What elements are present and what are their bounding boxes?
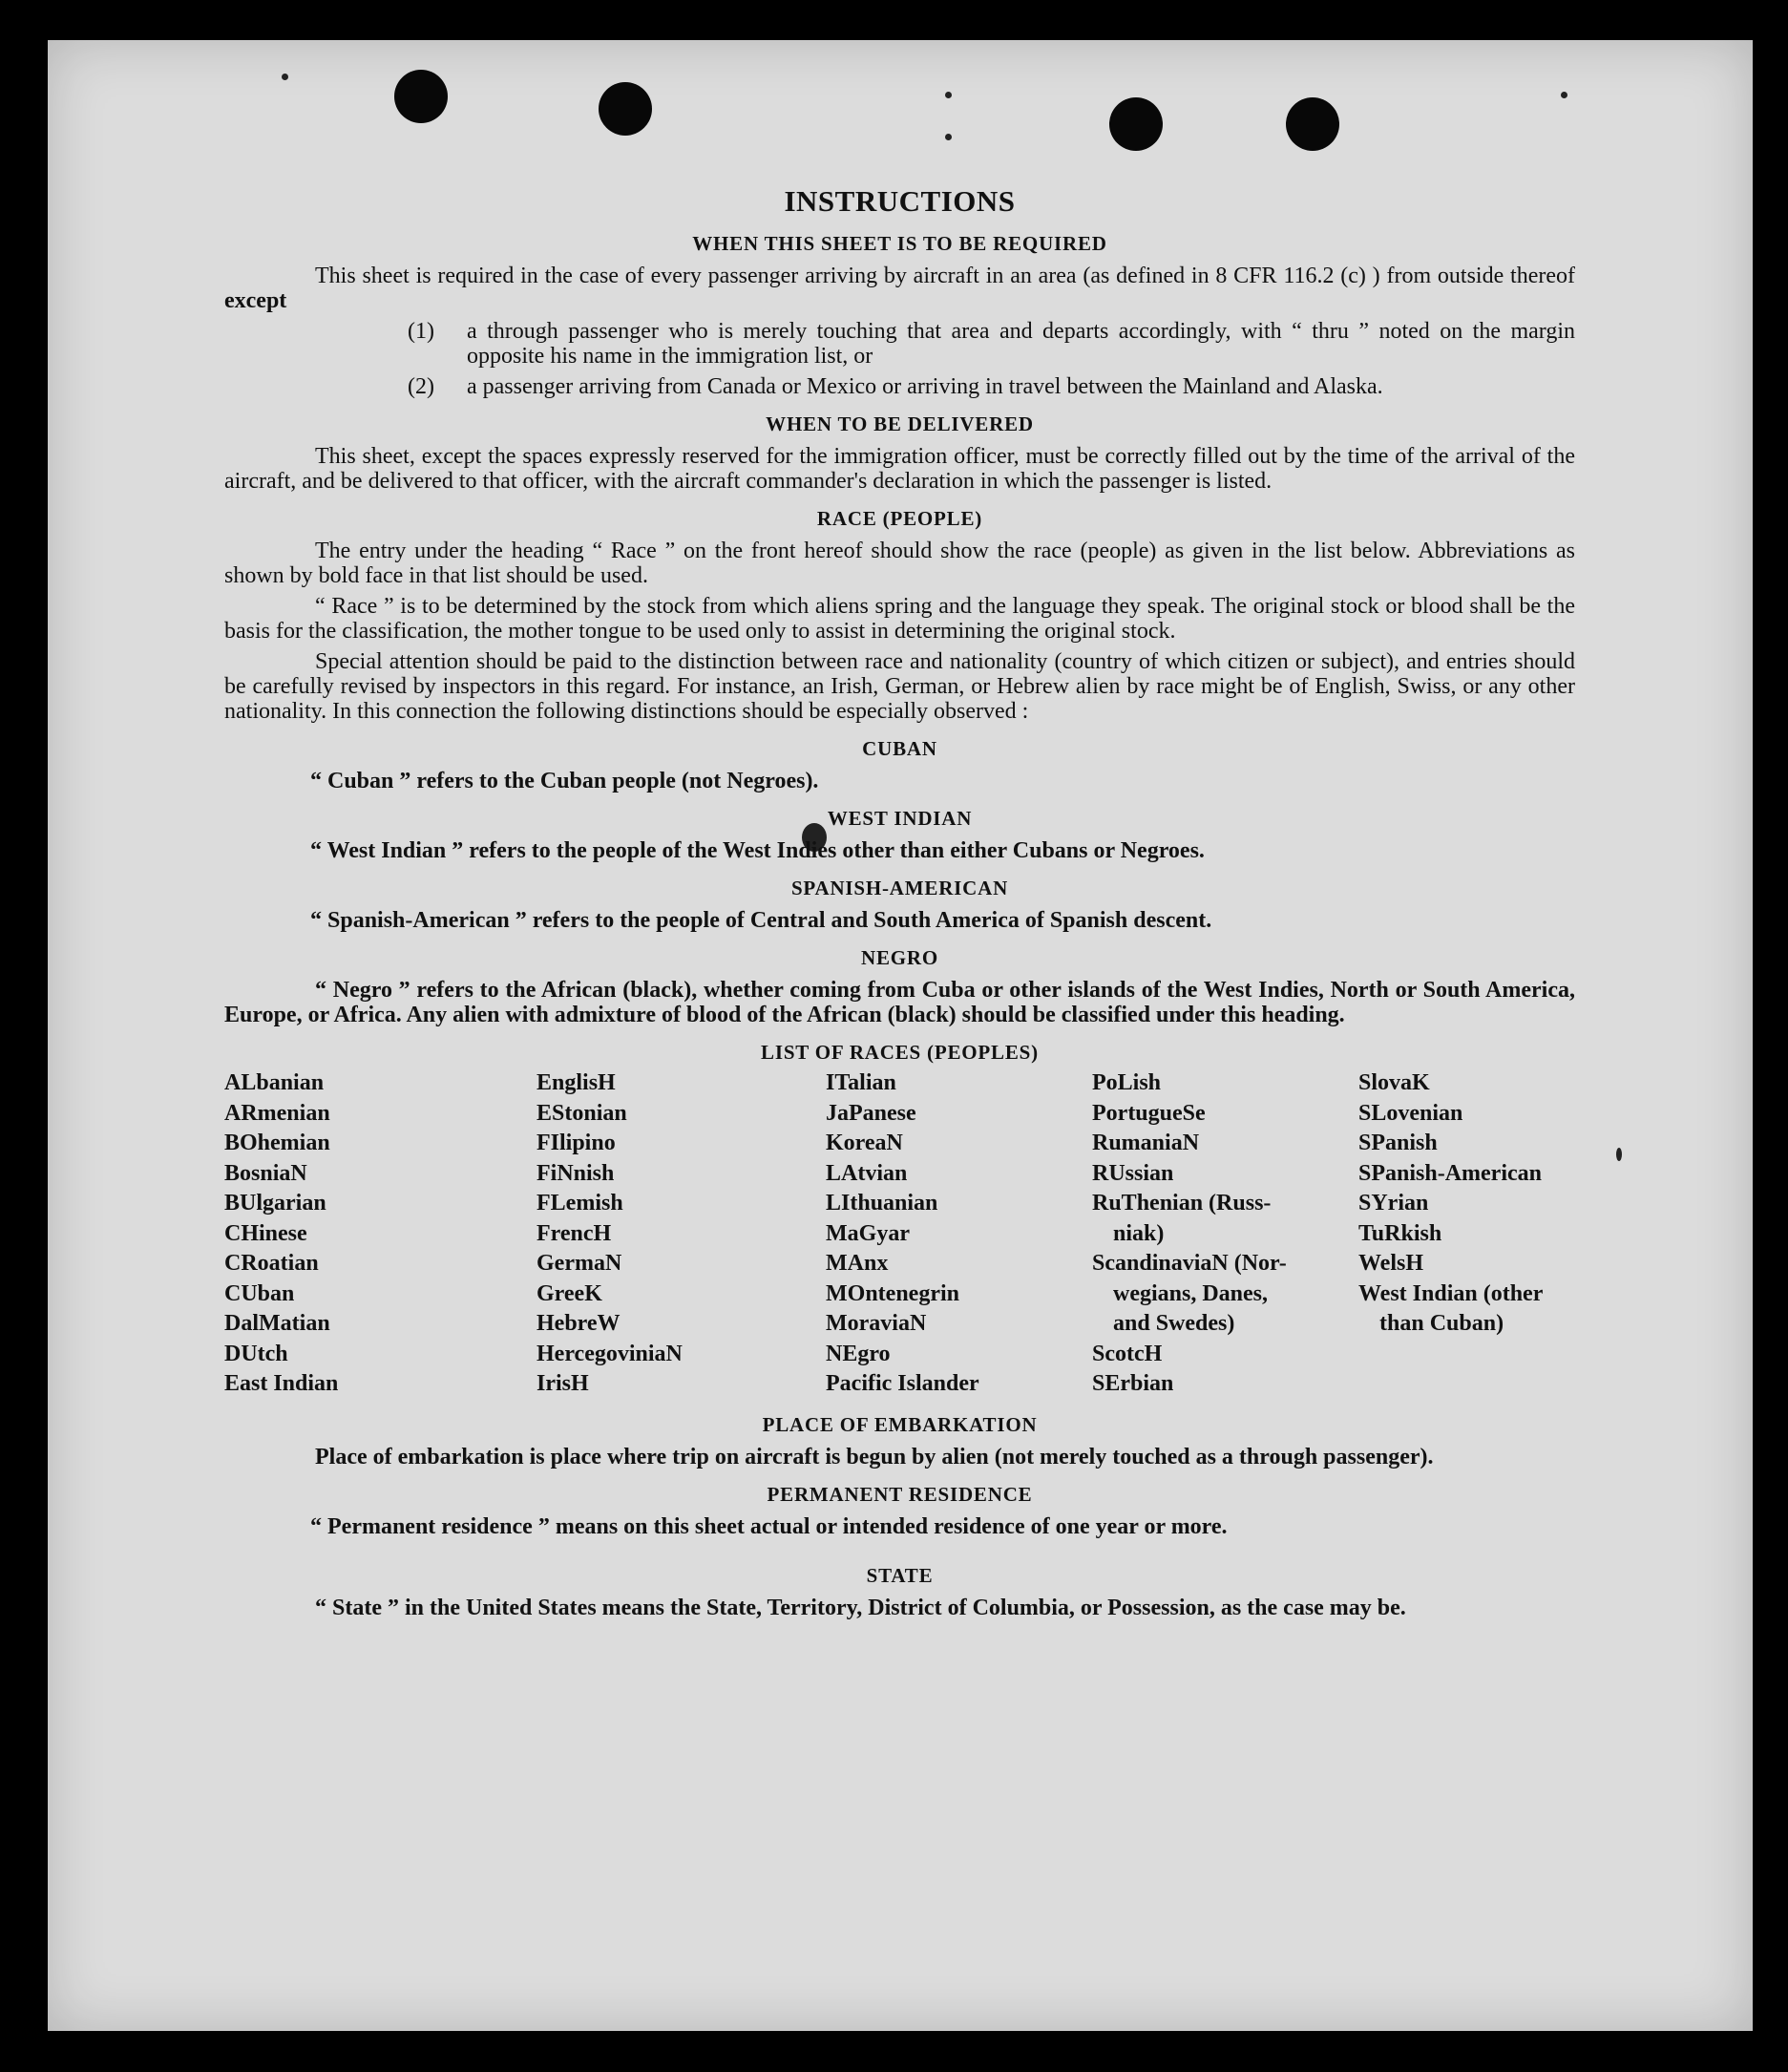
race-entry: Pacific Islander <box>826 1371 979 1396</box>
race-entry: MOntenegrin <box>826 1280 959 1306</box>
race-entry: RumaniaN <box>1092 1131 1200 1155</box>
race-entry: FiNnish <box>536 1160 615 1186</box>
race-entry: FrencH <box>536 1220 612 1246</box>
punch-hole <box>394 70 448 123</box>
race-entry: EnglisH <box>536 1070 616 1095</box>
race-entry: ScotcH <box>1092 1341 1163 1366</box>
race-entry: DUtch <box>224 1341 288 1366</box>
section-heading-permanent-residence: PERMANENT RESIDENCE <box>767 1482 1033 1506</box>
section-heading-list-of-races: LIST OF RACES (PEOPLES) <box>761 1041 1039 1064</box>
race-entry: SPanish-American <box>1358 1160 1542 1186</box>
state-paragraph: “ State ” in the United States means the State, Territory, District of Columbia, or Possession, as the case may be. <box>315 1595 1406 1620</box>
race-entry: GermaN <box>536 1251 622 1276</box>
race-entry: East Indian <box>224 1371 339 1396</box>
speck <box>1616 1148 1622 1161</box>
item-number: (1) <box>408 319 434 344</box>
race-entry: KoreaN <box>826 1131 903 1155</box>
race-entry-continuation: than Cuban) <box>1379 1311 1504 1336</box>
race-paragraph-2: “ Race ” is to be determined by the stock from which aliens spring and the language they speak. The original stock or blood shall be the basis for the classification, the mother tongue to be used only to assist in determining the original stock. <box>224 594 1575 644</box>
races-column-2 <box>536 1068 826 1400</box>
race-entry: CUban <box>224 1280 295 1306</box>
exception-item-1 <box>408 319 1575 369</box>
race-entry: ITalian <box>826 1070 896 1095</box>
speck <box>945 134 952 140</box>
residence-paragraph: “ Permanent residence ” means on this sheet actual or intended residence of one year or more. <box>310 1513 1228 1539</box>
except-word: except <box>224 288 287 313</box>
race-entry: NEgro <box>826 1341 891 1366</box>
races-column-1 <box>224 1068 536 1400</box>
race-entry: SlovaK <box>1358 1070 1430 1095</box>
races-column-4 <box>1092 1068 1358 1400</box>
when-required-paragraph <box>224 264 1575 313</box>
race-entry: RuThenian (Russ- <box>1092 1191 1272 1216</box>
race-entry: SPanish <box>1358 1131 1438 1155</box>
section-heading-race: RACE (PEOPLE) <box>816 507 983 530</box>
punch-hole <box>1286 97 1339 151</box>
race-entry-continuation: niak) <box>1113 1220 1165 1246</box>
speck <box>945 92 952 98</box>
section-heading-state: STATE <box>866 1563 934 1587</box>
race-entry: CHinese <box>224 1220 307 1246</box>
exception-item-2 <box>408 374 1575 399</box>
race-entry: SErbian <box>1092 1371 1174 1396</box>
race-entry: FLemish <box>536 1191 623 1216</box>
spanish-american-paragraph: “ Spanish-American ” refers to the people of Central and South America of Spanish descent. <box>310 908 1212 933</box>
when-required-text: This sheet is required in the case of every passenger arriving by aircraft in an area (as defined in 8 CFR 116.2 (c) ) from outside thereof <box>315 264 1575 288</box>
race-entry: ALbanian <box>224 1070 325 1095</box>
race-entry: MAnx <box>826 1251 889 1276</box>
section-heading-spanish-american: SPANISH-AMERICAN <box>790 877 1009 899</box>
race-entry: MoraviaN <box>826 1311 927 1336</box>
race-entry: BOhemian <box>224 1131 330 1155</box>
section-heading-when-delivered: WHEN TO BE DELIVERED <box>766 412 1034 435</box>
race-entry: HebreW <box>536 1311 621 1336</box>
race-entry-continuation: wegians, Danes, <box>1113 1280 1269 1306</box>
race-entry: PoLish <box>1092 1070 1162 1095</box>
west-indian-paragraph: “ West Indian ” refers to the people of the West Indies other than either Cubans or Negroes. <box>310 838 1205 863</box>
negro-paragraph: “ Negro ” refers to the African (black), whether coming from Cuba or other islands of the West Indies, North or South America, Europe, or Africa. Any alien with admixture of blood of the African (black) should be classified under this heading. <box>224 978 1575 1027</box>
race-entry: IrisH <box>536 1371 589 1396</box>
race-entry-continuation: and Swedes) <box>1113 1311 1235 1336</box>
section-heading-cuban: CUBAN <box>862 737 937 760</box>
race-entry: EStonian <box>536 1100 627 1126</box>
race-entry: HercegoviniaN <box>536 1341 683 1366</box>
cuban-paragraph: “ Cuban ” refers to the Cuban people (not Negroes). <box>310 769 819 793</box>
instructions-content <box>224 177 1575 1626</box>
item-text: a through passenger who is merely touching that area and departs accordingly, with “ thru ” noted on the margin opposite his name in the immigration list, or <box>467 319 1575 369</box>
section-heading-when-required: WHEN THIS SHEET IS TO BE REQUIRED <box>692 232 1107 255</box>
race-entry: LAtvian <box>826 1160 908 1186</box>
page-title: INSTRUCTIONS <box>784 184 1016 218</box>
section-heading-place-of-embarkation: PLACE OF EMBARKATION <box>762 1412 1038 1436</box>
race-entry: FIlipino <box>536 1131 616 1155</box>
punch-hole <box>1109 97 1163 151</box>
race-entry: ARmenian <box>224 1100 330 1126</box>
race-entry: PortugueSe <box>1092 1100 1206 1126</box>
race-entry: WelsH <box>1358 1251 1424 1276</box>
race-entry: BosniaN <box>224 1160 307 1186</box>
speck <box>1561 92 1567 98</box>
punch-hole <box>599 82 652 136</box>
race-entry: MaGyar <box>826 1220 910 1246</box>
race-entry: RUssian <box>1092 1160 1174 1186</box>
item-number: (2) <box>408 374 434 399</box>
speck <box>282 74 288 80</box>
section-heading-west-indian: WEST INDIAN <box>827 807 973 830</box>
races-list <box>224 1068 1575 1400</box>
when-delivered-paragraph: This sheet, except the spaces expressly reserved for the immigration officer, must be correctly filled out by the time of the arrival of the aircraft, and be delivered to that officer, with the aircraft commander's declaration in which the passenger is listed. <box>224 444 1575 494</box>
race-entry: ScandinaviaN (Nor- <box>1092 1251 1287 1276</box>
section-heading-negro: NEGRO <box>860 946 938 969</box>
race-paragraph-1: The entry under the heading “ Race ” on the front hereof should show the race (people) as given in the list below. Abbreviations as shown by bold face in that list should be used. <box>224 539 1575 588</box>
race-entry: DalMatian <box>224 1311 330 1336</box>
race-entry: BUlgarian <box>224 1191 326 1216</box>
race-paragraph-3: Special attention should be paid to the distinction between race and nationality (country of which citizen or subject), and entries should be carefully revised by inspectors in this regard. For instance, an Irish, German, or Hebrew alien by race might be of English, Swiss, or any other nationality. In this connection the following distinctions should be especially observed : <box>224 649 1575 724</box>
race-entry: West Indian (other <box>1358 1280 1544 1306</box>
place-paragraph: Place of embarkation is place where trip on aircraft is begun by alien (not merely touched as a through passenger). <box>315 1444 1434 1469</box>
race-entry: SYrian <box>1358 1191 1429 1216</box>
item-text: a passenger arriving from Canada or Mexico or arriving in travel between the Mainland and Alaska. <box>467 374 1383 399</box>
races-column-5 <box>1358 1068 1575 1400</box>
race-entry: TuRkish <box>1358 1220 1442 1246</box>
race-entry: GreeK <box>536 1280 602 1306</box>
races-column-3 <box>826 1068 1092 1400</box>
race-entry: SLovenian <box>1358 1100 1463 1126</box>
race-entry: CRoatian <box>224 1251 319 1276</box>
race-entry: LIthuanian <box>826 1191 938 1216</box>
race-entry: JaPanese <box>826 1100 916 1126</box>
